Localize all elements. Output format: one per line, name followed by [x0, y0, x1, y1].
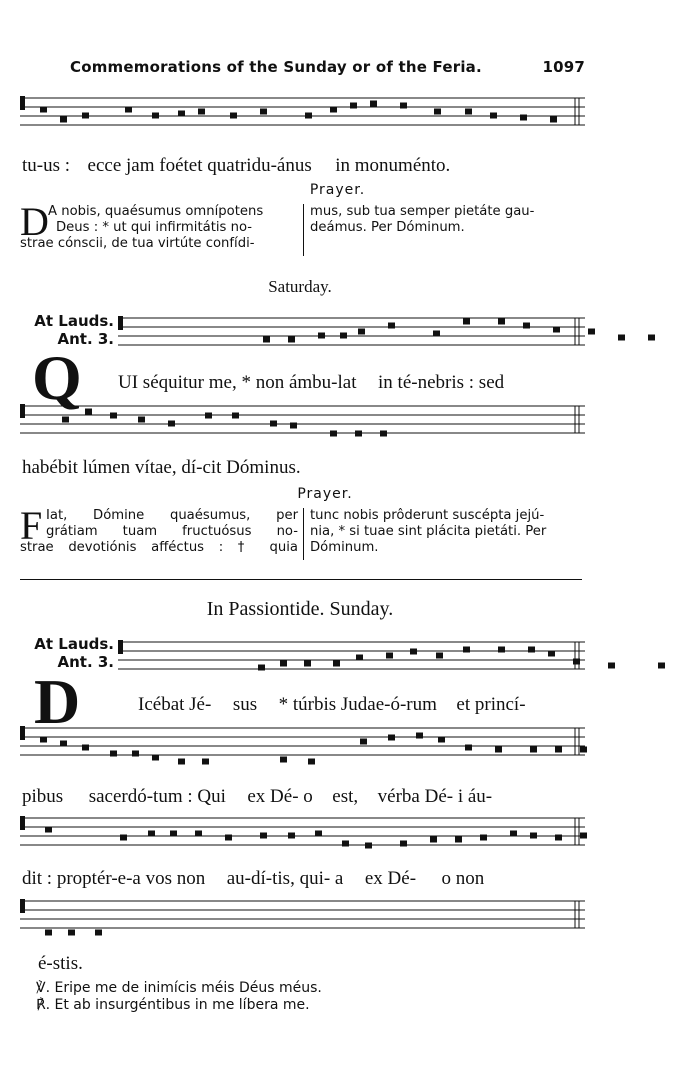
- lyric-word: o non: [441, 868, 485, 889]
- ant-number-label: Ant. 3.: [57, 653, 114, 671]
- neume: [60, 741, 67, 747]
- neume: [40, 737, 47, 743]
- neume: [410, 649, 417, 655]
- neume: [230, 113, 237, 119]
- lyric-word: in té-nebris : sed: [378, 372, 505, 393]
- neume: [308, 759, 315, 765]
- neume: [40, 107, 47, 113]
- lyric-line: habébit lúmen vítae, dí-cit Dóminus.: [22, 457, 301, 478]
- neume: [225, 835, 232, 841]
- neume: [555, 835, 562, 841]
- lyric-word: in monuménto.: [335, 155, 451, 176]
- lyric-word: UI séquitur me, * non ámbu-lat: [118, 372, 357, 393]
- neume: [588, 329, 595, 335]
- lyric-line: [118, 372, 504, 394]
- neume: [330, 107, 337, 113]
- neume: [388, 735, 395, 741]
- neume: [205, 413, 212, 419]
- neume: [434, 109, 441, 115]
- neume: [465, 109, 472, 115]
- neume: [490, 113, 497, 119]
- neume: [125, 107, 132, 113]
- prayer-line: strae devotiónis afféctus : † quia: [20, 540, 298, 555]
- running-header: [70, 58, 585, 76]
- prayer-line: deámus. Per Dóminum.: [310, 220, 465, 235]
- lyric-word: sus: [232, 694, 258, 715]
- neume: [132, 751, 139, 757]
- lyric-word: tu-us :: [22, 155, 71, 176]
- neume: [263, 337, 270, 343]
- neume: [62, 417, 69, 423]
- prayer-line: nia, * si tuae sint plácita pietáti. Per: [310, 524, 547, 539]
- prayer-line: tunc nobis prôderunt suscépta jejú-: [310, 508, 545, 523]
- neume: [305, 113, 312, 119]
- prayer-line: grátiam tuam fructuósus no-: [46, 524, 298, 539]
- column-divider: [303, 204, 304, 256]
- prayer-text: [20, 199, 585, 260]
- neume: [480, 835, 487, 841]
- neume: [388, 323, 395, 329]
- neume: [152, 113, 159, 119]
- neume: [580, 747, 587, 753]
- music-staff: [20, 895, 585, 945]
- neume: [438, 737, 445, 743]
- neume: [370, 101, 377, 107]
- prayer-heading: Prayer.: [309, 182, 366, 198]
- neume: [68, 930, 75, 936]
- music-staff: [20, 722, 585, 772]
- neume: [356, 655, 363, 661]
- header-title: Commemorations of the Sunday or of the Feria.: [70, 58, 482, 76]
- neume: [270, 421, 277, 427]
- neume: [555, 747, 562, 753]
- lyric-word: ex Dé- o: [247, 786, 313, 807]
- prayer-line: mus, sub tua semper pietáte gau-: [310, 204, 535, 219]
- clef-mark: [118, 640, 123, 654]
- neume: [260, 833, 267, 839]
- lyric-word: est,: [332, 786, 359, 807]
- neume: [304, 661, 311, 667]
- lyric-line: [22, 786, 492, 808]
- music-staff: [20, 812, 585, 862]
- neume: [148, 831, 155, 837]
- neume: [168, 421, 175, 427]
- clef-mark: [20, 96, 25, 110]
- neume: [548, 651, 555, 657]
- neume: [85, 409, 92, 415]
- neume: [523, 323, 530, 329]
- lyric-line: [22, 155, 450, 177]
- neume: [232, 413, 239, 419]
- neume: [45, 827, 52, 833]
- lyric-word: * túrbis Judae-ó-rum: [278, 694, 437, 715]
- ant-number-label: Ant. 3.: [57, 330, 114, 348]
- neume: [120, 835, 127, 841]
- neume: [553, 327, 560, 333]
- neume: [365, 843, 372, 849]
- drop-cap: D: [20, 199, 49, 244]
- lyric-line: é-stis.: [38, 953, 83, 974]
- neume: [400, 103, 407, 109]
- lyric-word: vérba Dé- i áu-: [377, 786, 493, 807]
- neume: [342, 841, 349, 847]
- prayer-line: Iat, Dómine quaésumus, per: [46, 508, 298, 523]
- lyric-word: dit : proptér-e-a vos non: [22, 868, 206, 889]
- lyric-line: [138, 694, 526, 716]
- neume: [138, 417, 145, 423]
- neume: [550, 117, 557, 123]
- lyric-word: ex Dé-: [364, 868, 417, 889]
- neume: [260, 109, 267, 115]
- neume: [465, 745, 472, 751]
- at-lauds-label: At Lauds.: [34, 635, 114, 653]
- neume: [495, 747, 502, 753]
- clef-mark: [20, 726, 25, 740]
- neume: [436, 653, 443, 659]
- lyric-word: sacerdó-tum : Qui: [88, 786, 226, 807]
- response-line: ℟. Et ab insurgéntibus in me líbera me.: [36, 997, 310, 1013]
- neume: [178, 111, 185, 117]
- initial-capital: Q: [32, 342, 82, 413]
- neume: [340, 333, 347, 339]
- neume: [608, 663, 615, 669]
- prayer-heading: Prayer.: [297, 486, 353, 502]
- prayer-line: Dóminum.: [310, 540, 379, 555]
- neume: [330, 431, 337, 437]
- initial-capital: D: [34, 666, 81, 737]
- neume: [580, 833, 587, 839]
- lyric-word: Icébat Jé-: [138, 694, 212, 715]
- neume: [386, 653, 393, 659]
- neume: [178, 759, 185, 765]
- neume: [358, 329, 365, 335]
- neume: [658, 663, 665, 669]
- neume: [573, 659, 580, 665]
- neume: [355, 431, 362, 437]
- drop-cap: F: [20, 503, 43, 548]
- neume: [288, 833, 295, 839]
- music-staff: [20, 92, 585, 142]
- neume: [430, 837, 437, 843]
- prayer-line: Deus : * ut qui infirmitátis no-: [56, 220, 253, 235]
- lyric-word: pibus: [22, 786, 64, 807]
- prayer-line: A nobis, quaésumus omnípotens: [48, 204, 264, 219]
- neume: [455, 837, 462, 843]
- neume: [400, 841, 407, 847]
- lyric-word: ecce jam foétet quatridu-ánus: [87, 155, 312, 176]
- at-lauds-label: At Lauds.: [34, 312, 114, 330]
- neume: [82, 113, 89, 119]
- neume: [433, 331, 440, 337]
- section-divider: [20, 579, 582, 580]
- neume: [290, 423, 297, 429]
- section-heading: Saturday.: [268, 277, 332, 296]
- neume: [45, 930, 52, 936]
- neume: [95, 930, 102, 936]
- neume: [170, 831, 177, 837]
- neume: [530, 833, 537, 839]
- neume: [198, 109, 205, 115]
- neume: [520, 115, 527, 121]
- neume: [530, 747, 537, 753]
- clef-mark: [20, 816, 25, 830]
- versicle-block: [36, 980, 322, 1014]
- clef-mark: [118, 316, 123, 330]
- neume: [280, 661, 287, 667]
- lyric-line: [22, 868, 484, 890]
- neume: [498, 319, 505, 325]
- lyric-word: au-dí-tis, qui- a: [226, 868, 344, 889]
- music-staff: [20, 400, 585, 445]
- neume: [498, 647, 505, 653]
- neume: [258, 665, 265, 671]
- neume: [463, 319, 470, 325]
- neume: [60, 117, 67, 123]
- neume: [318, 333, 325, 339]
- prayer-line: strae cónscii, de tua virtúte confídi-: [20, 236, 255, 251]
- neume: [360, 739, 367, 745]
- page-number: 1097: [542, 58, 585, 76]
- clef-mark: [20, 404, 25, 418]
- neume: [463, 647, 470, 653]
- neume: [110, 413, 117, 419]
- neume: [202, 759, 209, 765]
- column-divider: [303, 508, 304, 560]
- neume: [288, 337, 295, 343]
- neume: [152, 755, 159, 761]
- neume: [82, 745, 89, 751]
- neume: [315, 831, 322, 837]
- neume: [195, 831, 202, 837]
- prayer-text: [20, 503, 585, 564]
- section-heading: In Passiontide. Sunday.: [206, 598, 394, 620]
- neume: [380, 431, 387, 437]
- neume: [618, 335, 625, 341]
- neume: [110, 751, 117, 757]
- versicle-line: ℣. Eripe me de inimícis méis Déus méus.: [36, 980, 322, 996]
- neume: [648, 335, 655, 341]
- music-staff: [118, 636, 585, 676]
- lyric-word: et princí-: [456, 694, 526, 715]
- neume: [528, 647, 535, 653]
- music-staff: [118, 312, 585, 352]
- neume: [350, 103, 357, 109]
- neume: [416, 733, 423, 739]
- neume: [333, 661, 340, 667]
- clef-mark: [20, 899, 25, 913]
- neume: [510, 831, 517, 837]
- neume: [280, 757, 287, 763]
